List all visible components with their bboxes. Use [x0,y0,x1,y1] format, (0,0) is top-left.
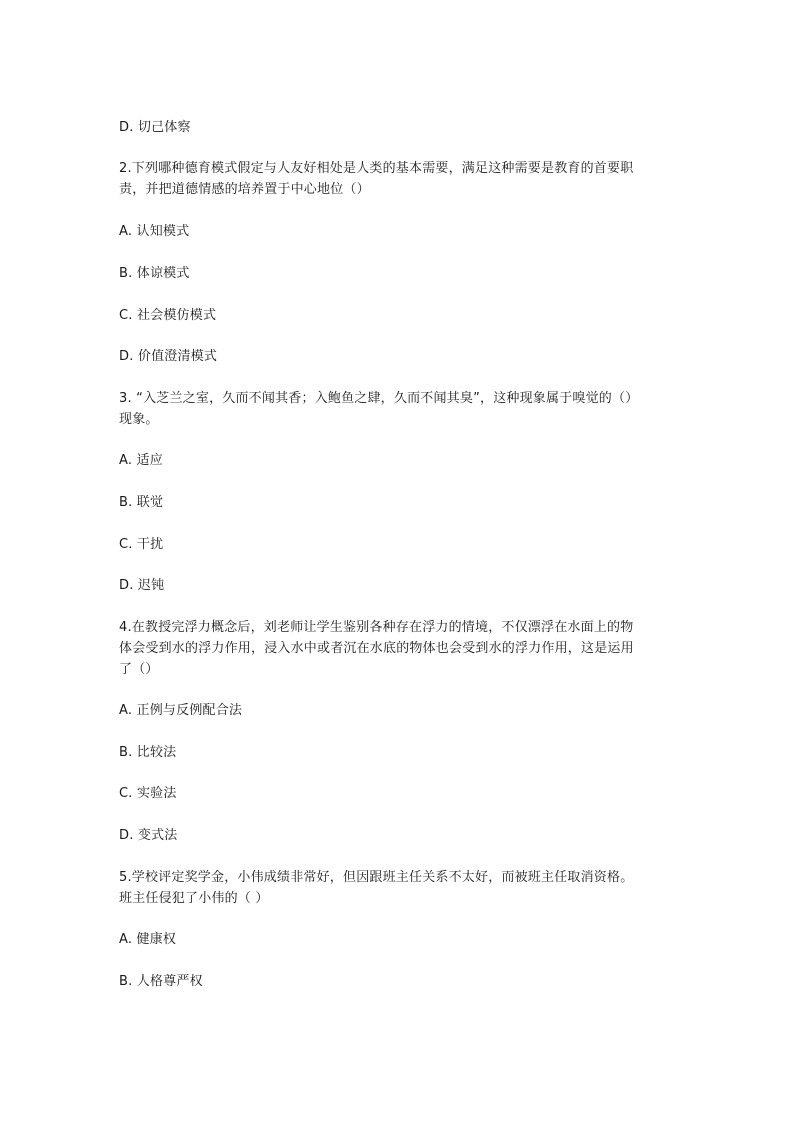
question-3-line-2: 现象。 [119,412,159,427]
option-3d: D. 迟钝 [119,578,165,593]
option-4b: B. 比较法 [119,745,177,760]
option-2d: D. 价值澄清模式 [119,349,218,364]
question-4-line-2: 体会受到水的浮力作用，浸入水中或者沉在水底的物体也会受到水的浮力作用，这是运用 [119,641,634,656]
question-5-line-1: 5.学校评定奖学金，小伟成绩非常好，但因跟班主任关系不太好，而被班主任取消资格。 [119,870,634,885]
option-2b: B. 体谅模式 [119,266,190,281]
option-4d: D. 变式法 [119,828,178,843]
option-4a: A. 正例与反例配合法 [119,703,243,718]
option-3a: A. 适应 [119,453,163,468]
question-2-line-2: 责，并把道德情感的培养置于中心地位（） [119,182,370,197]
question-2-line-1: 2.下列哪种德育模式假定与人友好相处是人类的基本需要，满足这种需要是教育的首要职 [119,161,634,176]
question-4-line-1: 4.在教授完浮力概念后，刘老师让学生鉴别各种存在浮力的情境，不仅漂浮在水面上的物 [119,620,634,635]
option-2c: C. 社会模仿模式 [119,308,217,323]
question-5-line-2: 班主任侵犯了小伟的（ ） [119,891,269,906]
question-3-line-1: 3. “入芝兰之室，久而不闻其香；入鲍鱼之肆，久而不闻其臭”，这种现象属于嗅觉的（） [119,391,639,406]
option-1d: D. 切己体察 [119,120,191,135]
question-4-line-3: 了（） [119,662,159,677]
option-5b: B. 人格尊严权 [119,974,203,989]
option-4c: C. 实验法 [119,786,177,801]
option-2a: A. 认知模式 [119,224,190,239]
option-3b: B. 联觉 [119,495,164,510]
option-5a: A. 健康权 [119,932,177,947]
option-3c: C. 干扰 [119,537,164,552]
